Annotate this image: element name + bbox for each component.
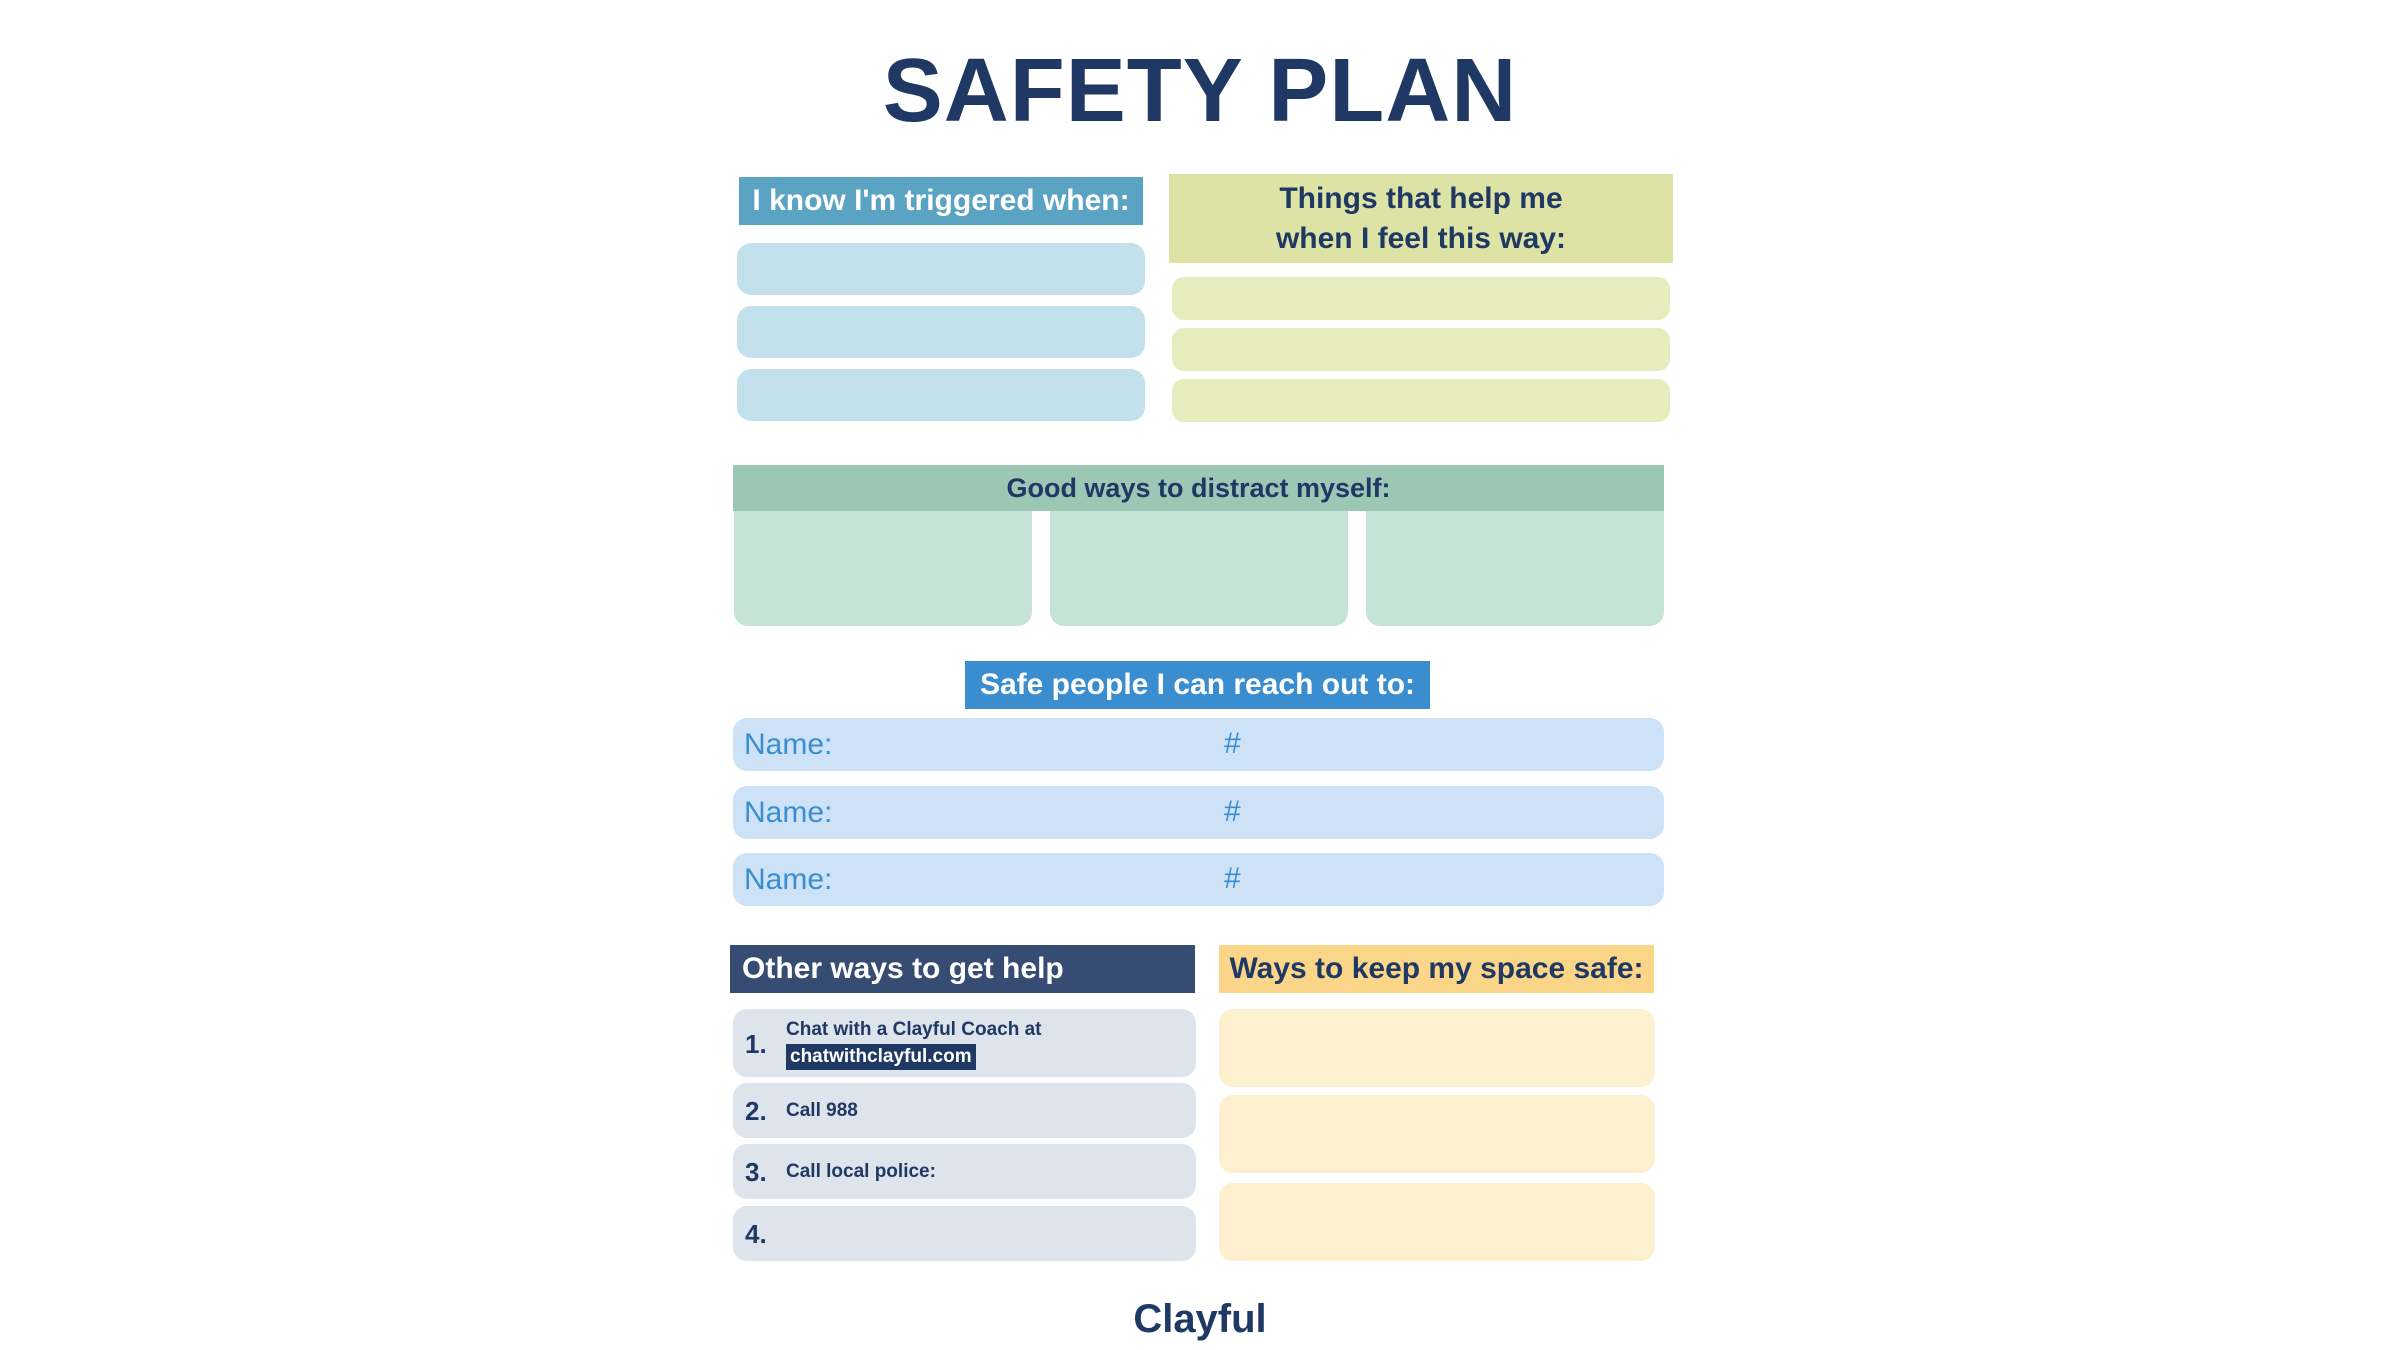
safe-people-header: Safe people I can reach out to: xyxy=(965,661,1430,709)
safe-person-row-3[interactable] xyxy=(733,853,1664,906)
help-input-1[interactable] xyxy=(1172,277,1670,320)
keep-safe-input-3[interactable] xyxy=(1219,1183,1655,1261)
help-input-2[interactable] xyxy=(1172,328,1670,371)
helps-header-line-2: when I feel this way: xyxy=(1275,221,1567,255)
name-label: Name: xyxy=(744,796,833,829)
helps-header-line-1: Things that help me xyxy=(1279,181,1563,215)
item-number: 2. xyxy=(745,1096,767,1126)
distract-header: Good ways to distract myself: xyxy=(733,465,1664,511)
keep-safe-input-1[interactable] xyxy=(1219,1009,1655,1087)
keep-safe-header: Ways to keep my space safe: xyxy=(1219,945,1654,993)
page-title: SAFETY PLAN xyxy=(882,41,1518,141)
help-input-3[interactable] xyxy=(1172,379,1670,422)
distract-input-1[interactable] xyxy=(734,511,1032,626)
keep-safe-input-2[interactable] xyxy=(1219,1095,1655,1173)
item-number: 3. xyxy=(745,1157,767,1187)
name-label: Name: xyxy=(744,728,833,761)
trigger-input-2[interactable] xyxy=(737,306,1145,358)
triggers-header: I know I'm triggered when: xyxy=(739,177,1143,225)
other-help-item-4[interactable] xyxy=(733,1206,1196,1261)
distract-input-2[interactable] xyxy=(1050,511,1348,626)
trigger-input-1[interactable] xyxy=(737,243,1145,295)
other-help-item-1 xyxy=(733,1009,1196,1077)
name-label: Name: xyxy=(744,863,833,896)
item-number: 1. xyxy=(745,1029,767,1059)
number-label: # xyxy=(1224,862,1241,895)
helps-header xyxy=(1169,174,1673,263)
clayful-link[interactable]: chatwithclayful.com xyxy=(786,1044,976,1070)
number-label: # xyxy=(1224,727,1241,760)
item-text: Chat with a Clayful Coach at xyxy=(786,1019,1042,1040)
safe-person-row-1[interactable] xyxy=(733,718,1664,771)
safe-person-row-2[interactable] xyxy=(733,786,1664,839)
brand-logo: Clayful xyxy=(1133,1297,1267,1341)
item-text: Call local police: xyxy=(786,1161,936,1182)
number-label: # xyxy=(1224,795,1241,828)
distract-input-3[interactable] xyxy=(1366,511,1664,626)
item-text: Call 988 xyxy=(786,1100,858,1121)
other-help-header: Other ways to get help xyxy=(730,945,1195,993)
other-help-item-2 xyxy=(733,1083,1196,1138)
other-help-item-3[interactable] xyxy=(733,1144,1196,1199)
item-number: 4. xyxy=(745,1219,767,1249)
trigger-input-3[interactable] xyxy=(737,369,1145,421)
